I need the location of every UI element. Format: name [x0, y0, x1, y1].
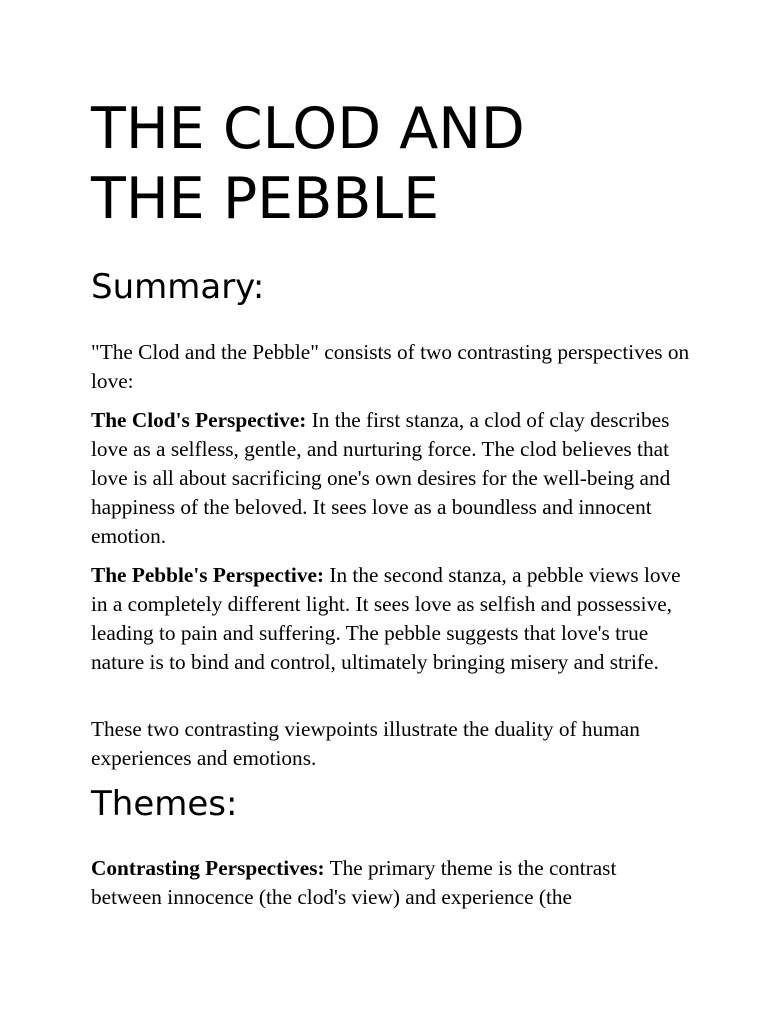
summary-heading: Summary:	[91, 267, 265, 307]
theme-paragraph	[91, 854, 691, 912]
pebble-label: The Pebble's Perspective:	[91, 563, 325, 587]
page-title	[91, 94, 691, 234]
title-line-2: THE PEBBLE	[91, 166, 440, 232]
clod-label: The Clod's Perspective:	[91, 408, 307, 432]
clod-paragraph	[91, 406, 691, 551]
conclusion-paragraph: These two contrasting viewpoints illustrate the duality of human experiences and emotions.	[91, 717, 640, 770]
clod-text: In the first stanza, a clod of clay describes love as a selfless, gentle, and nurturing force. The clod believes that love is all about sacrificing one's own desires for the well-being and happiness of the beloved. It sees love as a boundless and innocent emotion.	[91, 408, 671, 548]
pebble-paragraph	[91, 561, 691, 677]
theme-label: Contrasting Perspectives:	[91, 856, 325, 880]
intro-paragraph: "The Clod and the Pebble" consists of two contrasting perspectives on love:	[91, 340, 690, 393]
pebble-text: In the second stanza, a pebble views love in a completely different light. It sees love as selfish and possessive, leading to pain and suffering. The pebble suggests that love's true nature is to bind and control, ultimately bringing misery and strife.	[91, 563, 681, 674]
title-line-1: THE CLOD AND	[91, 96, 525, 162]
themes-heading: Themes:	[91, 784, 238, 824]
theme-text: The primary theme is the contrast between innocence (the clod's view) and experience (the	[91, 856, 617, 909]
